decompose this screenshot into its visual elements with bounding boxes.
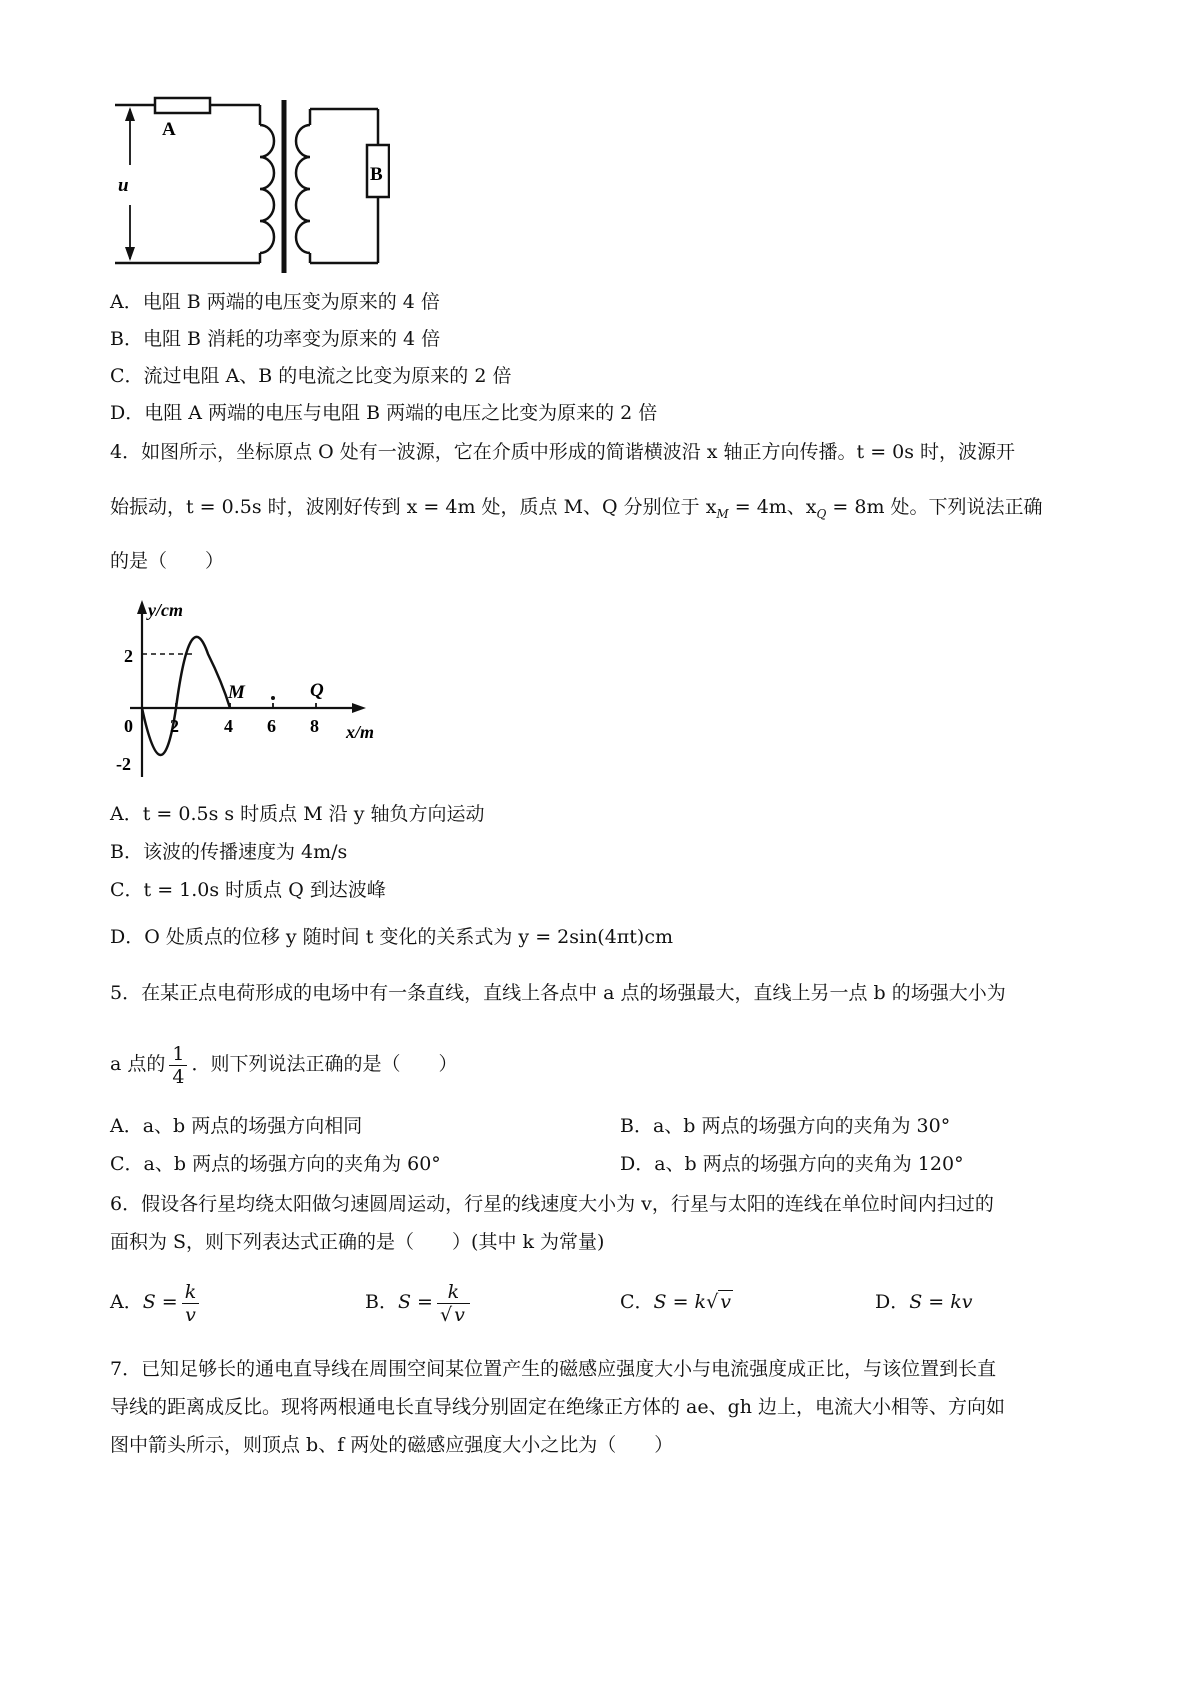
- q6-option-b: B．S = $\frac{k}{√ v}$: [365, 1278, 474, 1326]
- q4-stem-line2: 始振动，t = 0.5s 时，波刚好传到 x = 4m 处，质点 M、Q 分别位于 $x_M = 4m$、$x_Q = 8m$ 处。下列说法正确: [110, 496, 1043, 521]
- q3-option-d: D．电阻 A 两端的电压与电阻 B 两端的电压之比变为原来的 2 倍: [110, 402, 658, 424]
- q6-option-c: C．S = k√ v: [620, 1291, 731, 1313]
- q4-option-d: D．O 处质点的位移 y 随时间 t 变化的关系式为 y = 2sin(4πt)cm: [110, 926, 673, 948]
- q3-option-b: B．电阻 B 消耗的功率变为原来的 4 倍: [110, 328, 441, 350]
- q6-stem-line2: 面积为 S，则下列表达式正确的是（ ）(其中 k 为常量): [110, 1231, 605, 1253]
- resistor-a-label: A: [162, 119, 176, 140]
- point-m-label: M: [228, 682, 245, 703]
- q4-option-a: A．t = 0.5s s 时质点 M 沿 y 轴负方向运动: [110, 803, 485, 825]
- q3-option-c: C．流过电阻 A、B 的电流之比变为原来的 2 倍: [110, 365, 512, 387]
- transformer-circuit-figure: [110, 95, 390, 285]
- q4-stem-line3: 的是（ ）: [110, 550, 225, 572]
- x-tick-2: 2: [170, 716, 179, 736]
- q5-option-b: B．a、b 两点的场强方向的夹角为 30°: [620, 1115, 951, 1137]
- q6-option-a: A．S = $\frac{k}{v}$: [110, 1278, 203, 1326]
- origin-label: 0: [124, 716, 133, 736]
- q6-option-d: D．S = kv: [875, 1291, 973, 1313]
- x-tick-6: 6: [267, 716, 276, 736]
- point-q-label: Q: [310, 680, 324, 701]
- y-axis-label: y/cm: [148, 600, 183, 620]
- wave-graph-figure: [110, 592, 390, 782]
- x-tick-8: 8: [310, 716, 319, 736]
- resistor-b-label: B: [370, 164, 383, 185]
- q5-option-c: C．a、b 两点的场强方向的夹角为 60°: [110, 1153, 441, 1175]
- q5-stem-line2: a 点的 $\frac{1}{4}$ ．则下列说法正确的是（ ）: [110, 1042, 458, 1088]
- q5-stem-line1: 5．在某正点电荷形成的电场中有一条直线，直线上各点中 a 点的场强最大，直线上另一点 b 的场强大小为: [110, 982, 1006, 1004]
- x-tick-4: 4: [224, 716, 233, 736]
- q7-stem-line1: 7．已知足够长的通电直导线在周围空间某位置产生的磁感应强度大小与电流强度成正比，与该位置到长直: [110, 1358, 997, 1380]
- q7-stem-line2: 导线的距离成反比。现将两根通电长直导线分别固定在绝缘正方体的 ae、gh 边上，电流大小相等、方向如: [110, 1396, 1006, 1418]
- y-tick-neg2: -2: [116, 754, 131, 774]
- q3-option-a: A．电阻 B 两端的电压变为原来的 4 倍: [110, 291, 440, 313]
- q5-option-d: D．a、b 两点的场强方向的夹角为 120°: [620, 1153, 964, 1175]
- q5-option-a: A．a、b 两点的场强方向相同: [110, 1115, 363, 1137]
- y-tick-2: 2: [124, 646, 133, 666]
- voltage-u-label: u: [118, 175, 129, 196]
- q4-option-b: B．该波的传播速度为 4m/s: [110, 841, 348, 863]
- fraction-one-quarter: $\frac{1}{4}$: [169, 1043, 187, 1088]
- q4-option-c: C．t = 1.0s 时质点 Q 到达波峰: [110, 879, 386, 901]
- x-axis-label: x/m: [346, 722, 375, 742]
- q7-stem-line3: 图中箭头所示，则顶点 b、f 两处的磁感应强度大小之比为（ ）: [110, 1434, 674, 1456]
- q6-stem-line1: 6．假设各行星均绕太阳做匀速圆周运动，行星的线速度大小为 v，行星与太阳的连线在单位时间内扫过的: [110, 1193, 994, 1215]
- q4-stem-line1: 4．如图所示，坐标原点 O 处有一波源，它在介质中形成的简谐横波沿 x 轴正方向传播。t = 0s 时，波源开: [110, 441, 1016, 463]
